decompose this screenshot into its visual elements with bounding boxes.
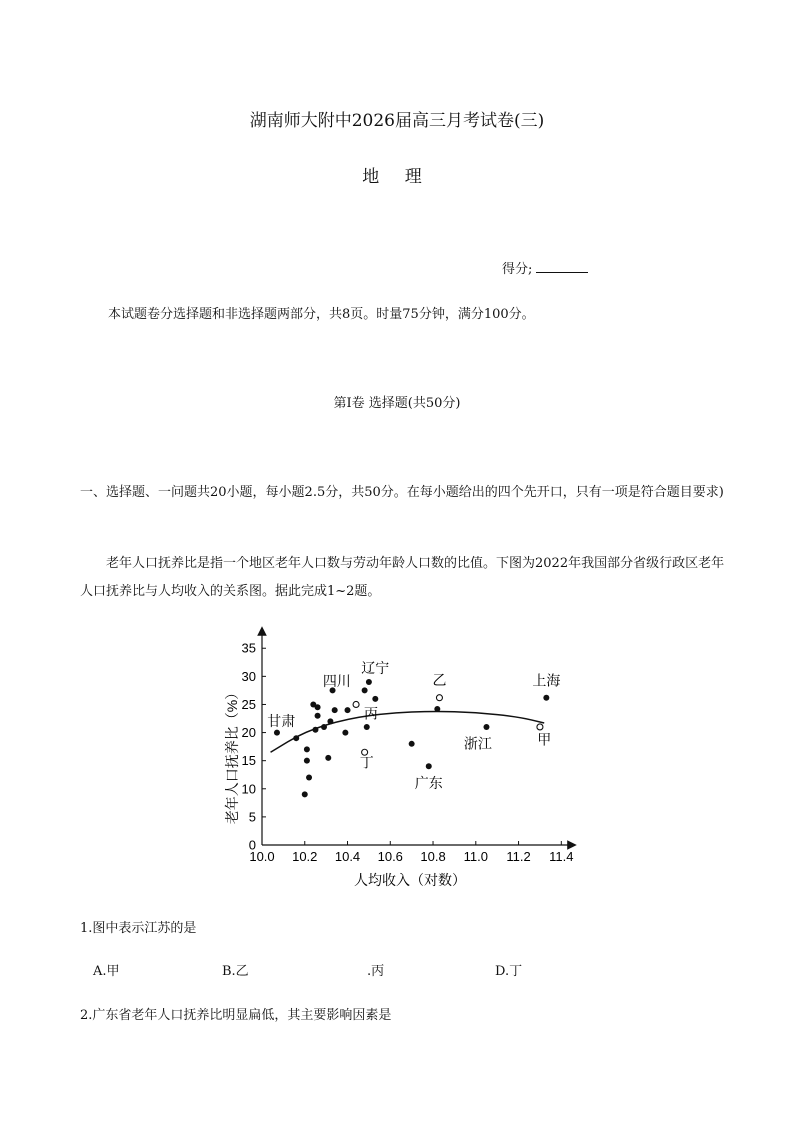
score-blank[interactable] — [536, 260, 588, 273]
point-label: 乙 — [432, 671, 447, 688]
x-tick-label: 10.4 — [334, 849, 361, 864]
subject-title: 地 理 — [362, 167, 432, 187]
x-tick-label: 11.0 — [463, 849, 488, 864]
data-point — [312, 727, 318, 733]
chart-axes — [262, 631, 572, 845]
question-1: 1.图中表示江苏的是 — [80, 921, 197, 936]
question-2: 2.广东省老年人口抚养比明显扁低，其主要影响因素是 — [80, 1008, 392, 1023]
y-axis-label: 老年人口抚养比（%） — [224, 685, 240, 825]
data-point — [327, 718, 333, 724]
x-tick-label: 11.4 — [549, 849, 574, 864]
instructions-text: 一、选择题、一问题共20小题，每小题2.5分，共50分。在每小题给出的四个先开口，只有一项是符合题目要求) — [80, 485, 724, 500]
y-tick-label: 35 — [241, 640, 256, 656]
scatter-chart — [210, 625, 590, 895]
data-point — [315, 713, 321, 719]
x-tick-label: 10.8 — [420, 849, 446, 864]
y-tick-label: 15 — [241, 753, 256, 769]
score-field[interactable] — [502, 258, 588, 277]
data-point — [274, 730, 280, 736]
point-label: 浙江 — [463, 735, 492, 752]
data-point — [293, 735, 299, 741]
x-tick-label: 10.2 — [292, 849, 318, 864]
data-point — [426, 763, 432, 769]
data-point — [306, 775, 312, 781]
point-label: 丁 — [359, 754, 374, 771]
point-label: 辽宁 — [361, 659, 390, 676]
q1-option-a[interactable]: A.甲 — [93, 964, 120, 979]
data-point — [332, 707, 338, 713]
data-point — [362, 687, 368, 693]
data-point — [409, 741, 415, 747]
x-tick-label: 10.0 — [249, 849, 275, 864]
data-point — [345, 707, 351, 713]
data-point — [304, 758, 310, 764]
question-stem: 老年人口抚养比是指一个地区老年人口数与劳动年龄人口数的比值。下图为2022年我国部分省级行政区老年人口抚养比与人均收入的关系图。据此完成1~2题。 — [80, 556, 725, 599]
exam-title: 湖南师大附中2026届高三月考试卷(三) — [249, 111, 545, 131]
q1-option-b[interactable]: B.乙 — [222, 964, 249, 979]
score-label: 得分; — [502, 262, 533, 277]
x-axis-label: 人均收入（对数） — [354, 872, 466, 888]
y-tick-label: 30 — [241, 668, 256, 684]
data-point — [304, 746, 310, 752]
intro-text: 本试题卷分选择题和非选择题两部分，共8页。时量75分钟，满分100分。 — [108, 307, 535, 322]
chart-ticks — [242, 641, 574, 864]
x-tick-label: 11.2 — [506, 849, 531, 864]
data-point-hollow — [353, 701, 359, 707]
data-point-hollow — [436, 695, 442, 701]
point-label: 上海 — [532, 672, 561, 689]
chart-annotations — [267, 660, 560, 791]
trend-curve — [271, 712, 545, 753]
y-tick-label: 10 — [241, 781, 256, 797]
point-label: 甲 — [537, 731, 552, 748]
data-point-hollow — [537, 724, 543, 730]
data-point — [543, 695, 549, 701]
y-tick-label: 5 — [248, 809, 256, 825]
x-tick-label: 10.6 — [377, 849, 403, 864]
data-point — [483, 724, 489, 730]
data-point — [342, 730, 348, 736]
point-label: 甘肃 — [267, 712, 296, 729]
data-point — [321, 724, 327, 730]
q1-option-d[interactable]: D.丁 — [495, 964, 523, 979]
y-tick-label: 20 — [241, 725, 256, 741]
data-point — [325, 755, 331, 761]
point-label: 丙 — [364, 705, 379, 722]
chart-points — [274, 679, 552, 797]
data-point — [302, 791, 308, 797]
point-label: 广东 — [414, 775, 443, 792]
data-point — [372, 696, 378, 702]
data-point — [315, 704, 321, 710]
data-point — [364, 724, 370, 730]
y-tick-label: 0 — [248, 837, 256, 853]
section-title: 第Ⅰ卷 选择题(共50分) — [333, 396, 461, 411]
data-point — [434, 706, 440, 712]
data-point — [366, 679, 372, 685]
y-tick-label: 25 — [241, 696, 256, 712]
point-label: 四川 — [322, 672, 351, 689]
q1-option-c[interactable]: .丙 — [367, 964, 385, 979]
